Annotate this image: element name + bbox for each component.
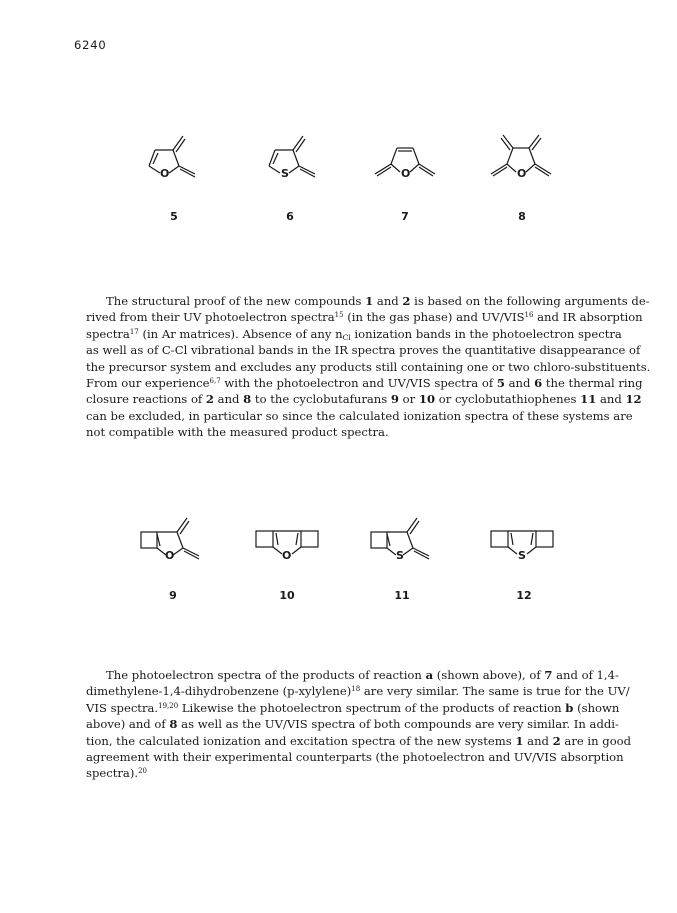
paragraph-2-line-4: above) and of 8 as well as the UV/VIS spectra of both compounds are very similar. In addi-: [86, 717, 619, 732]
paragraph-1-line-1: The structural proof of the new compounds 1 and 2 is based on the following arguments de-: [106, 294, 650, 308]
compound-label-9: 9: [169, 589, 177, 602]
compound-label-7: 7: [401, 210, 409, 223]
structure-7: [367, 128, 447, 188]
oxygen-atom-label: O: [165, 549, 175, 562]
oxygen-atom-label: O: [282, 549, 292, 562]
paragraph-1-line-4: as well as of C-Cl vibrational bands in the IR spectra proves the quantitative disappearance of: [86, 343, 641, 358]
paragraph-2-line-5: tion, the calculated ionization and excitation spectra of the new systems 1 and 2 are in good: [86, 733, 632, 748]
paragraph-1-line-9: not compatible with the measured product spectra.: [86, 425, 389, 440]
page-number: 6240: [74, 38, 107, 52]
oxygen-atom-label: O: [160, 167, 170, 180]
compound-label-11: 11: [394, 589, 410, 602]
structure-6-drawing: [263, 128, 333, 188]
sulfur-atom-label: S: [518, 549, 526, 562]
paragraph-1: [86, 293, 651, 441]
compound-label-12: 12: [516, 589, 532, 602]
paragraph-1-line-3: spectra$^{17}$ (in Ar matrices). Absence of any $n_{Cl}$ ionization bands in the photoelectron spectra: [86, 326, 622, 342]
structure-11-drawing: [367, 510, 447, 570]
oxygen-atom-label: O: [517, 167, 527, 180]
structure-9: [137, 510, 217, 570]
paragraph-2-line-2: dimethylene-1,4-dihydrobenzene (p-xylylene)$^{18}$ are very similar. The same is true for the UV/: [86, 684, 630, 699]
paragraph-1-line-6: From our experience$^{6,7}$ with the photoelectron and UV/VIS spectra of 5 and 6 the thermal ring: [86, 376, 643, 391]
sulfur-atom-label: S: [281, 167, 289, 180]
compound-label-6: 6: [286, 210, 294, 223]
paragraph-1-line-2: rived from their UV photoelectron spectra$^{15}$ (in the gas phase) and UV/VIS$^{16}$ and IR absorption: [86, 310, 643, 325]
structure-8-drawing: [483, 128, 563, 188]
structure-12-drawing: [487, 515, 567, 565]
structure-9-drawing: [137, 510, 217, 570]
structure-11: [367, 510, 447, 570]
structure-6: [263, 128, 333, 188]
structure-12: [487, 515, 567, 565]
paragraph-1-line-8: can be excluded, in particular so since the calculated ionization spectra of these systems are: [86, 408, 633, 423]
structure-5-drawing: [143, 128, 213, 188]
structure-7-drawing: [367, 128, 447, 188]
structure-10: [252, 515, 332, 565]
compound-label-10: 10: [279, 589, 295, 602]
structure-10-drawing: [252, 515, 332, 565]
paragraph-2-line-7: spectra).$^{20}$: [86, 766, 147, 781]
paragraph-2-line-1: The photoelectron spectra of the products of reaction a (shown above), of 7 and of 1,4-: [106, 668, 619, 682]
paragraph-1-line-7: closure reactions of 2 and 8 to the cyclobutafurans 9 or 10 or cyclobutathiophenes 11 and 12: [86, 392, 642, 407]
paragraph-2-line-3: VIS spectra.$^{19,20}$ Likewise the photoelectron spectrum of the products of reaction b (shown: [86, 700, 620, 715]
structure-8: [483, 128, 563, 188]
paragraph-2-line-6: agreement with their experimental counterparts (the photoelectron and UV/VIS absorption: [86, 750, 624, 765]
compound-label-5: 5: [170, 210, 178, 223]
oxygen-atom-label: O: [401, 167, 411, 180]
sulfur-atom-label: S: [396, 549, 404, 562]
structure-5: [143, 128, 213, 188]
paragraph-2: [86, 667, 632, 782]
paragraph-1-line-5: the precursor system and excludes any products still containing one or two chloro-substituents.: [86, 359, 651, 374]
compound-label-8: 8: [518, 210, 526, 223]
